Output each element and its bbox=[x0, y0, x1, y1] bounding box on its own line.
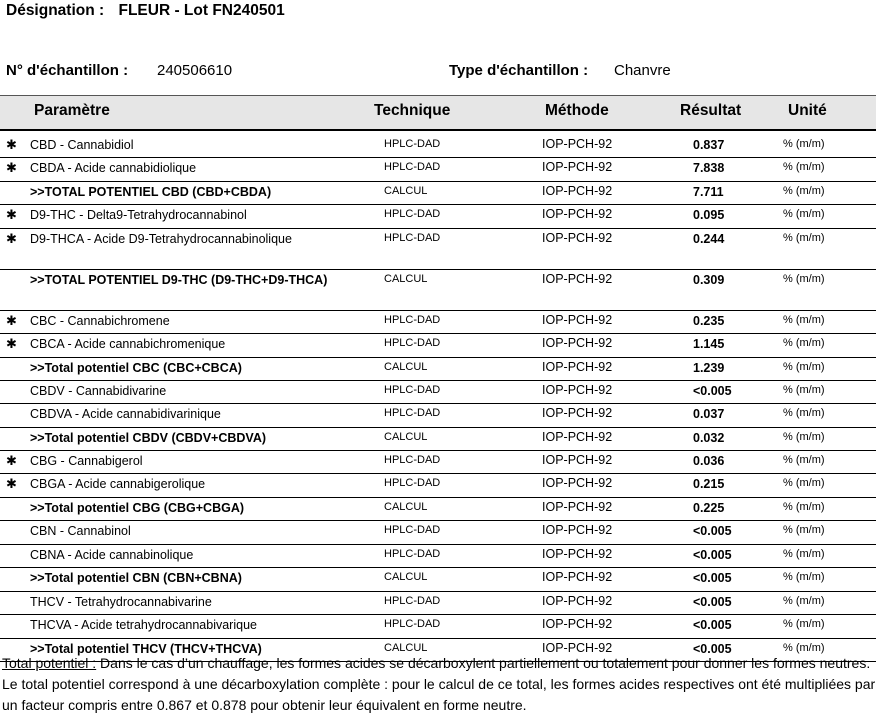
parameter-cell: CBD - Cannabidiol bbox=[30, 138, 134, 152]
unit-cell: % (m/m) bbox=[783, 501, 825, 513]
technique-cell: HPLC-DAD bbox=[384, 384, 441, 396]
table-row bbox=[0, 358, 876, 381]
technique-cell: HPLC-DAD bbox=[384, 407, 441, 419]
method-cell: IOP-PCH-92 bbox=[542, 523, 613, 537]
table-header bbox=[0, 95, 876, 130]
result-cell: 0.244 bbox=[693, 232, 725, 246]
method-cell: IOP-PCH-92 bbox=[542, 570, 613, 584]
technique-cell: HPLC-DAD bbox=[384, 314, 441, 326]
row-marker-icon: ✱ bbox=[6, 231, 17, 246]
method-cell: IOP-PCH-92 bbox=[542, 231, 613, 245]
method-cell: IOP-PCH-92 bbox=[542, 160, 613, 174]
technique-cell: CALCUL bbox=[384, 571, 428, 583]
table-row bbox=[0, 404, 876, 428]
method-cell: IOP-PCH-92 bbox=[542, 336, 613, 350]
header-technique: Technique bbox=[374, 102, 451, 119]
result-cell: 0.032 bbox=[693, 431, 725, 445]
method-cell: IOP-PCH-92 bbox=[542, 207, 613, 221]
result-cell: 0.095 bbox=[693, 208, 725, 222]
method-cell: IOP-PCH-92 bbox=[542, 383, 613, 397]
footnote bbox=[2, 653, 876, 716]
result-cell: 0.309 bbox=[693, 273, 725, 287]
unit-cell: % (m/m) bbox=[783, 642, 825, 654]
footnote-text: Dans le cas d’un chauffage, les formes acides se décarboxylent partiellement ou totalement pour donner les formes neutres. Le total potentiel correspond à une décarboxylation complète : pour le calcul de ce total, les formes acides respectives ont été multipliées par un facteur compris entre 0.867 et 0.878 pour obtenir leur équivalent en forme neutre. bbox=[2, 655, 876, 713]
table-row bbox=[0, 451, 876, 474]
parameter-cell: >>Total potentiel CBC (CBC+CBCA) bbox=[30, 361, 242, 375]
result-cell: 0.037 bbox=[693, 407, 725, 421]
technique-cell: CALCUL bbox=[384, 642, 428, 654]
parameter-cell: D9-THC - Delta9-Tetrahydrocannabinol bbox=[30, 208, 247, 222]
result-cell: 0.036 bbox=[693, 454, 725, 468]
result-cell: 1.145 bbox=[693, 337, 725, 351]
method-cell: IOP-PCH-92 bbox=[542, 406, 613, 420]
designation-label: Désignation : bbox=[6, 2, 105, 19]
table-row bbox=[0, 135, 876, 158]
table-row bbox=[0, 381, 876, 404]
unit-cell: % (m/m) bbox=[783, 618, 825, 630]
table-row bbox=[0, 428, 876, 451]
result-cell: <0.005 bbox=[693, 524, 732, 538]
table-row bbox=[0, 270, 876, 311]
unit-cell: % (m/m) bbox=[783, 138, 825, 150]
result-cell: 0.837 bbox=[693, 138, 725, 152]
sample-type-label: Type d'échantillon : bbox=[449, 62, 589, 79]
unit-cell: % (m/m) bbox=[783, 185, 825, 197]
header-method: Méthode bbox=[545, 102, 609, 119]
technique-cell: CALCUL bbox=[384, 431, 428, 443]
designation-value: FLEUR - Lot FN240501 bbox=[118, 2, 285, 19]
unit-cell: % (m/m) bbox=[783, 524, 825, 536]
row-marker-icon: ✱ bbox=[6, 453, 17, 468]
parameter-cell: CBCA - Acide cannabichromenique bbox=[30, 337, 226, 351]
method-cell: IOP-PCH-92 bbox=[542, 272, 613, 286]
unit-cell: % (m/m) bbox=[783, 595, 825, 607]
unit-cell: % (m/m) bbox=[783, 548, 825, 560]
header-divider bbox=[0, 129, 876, 131]
technique-cell: HPLC-DAD bbox=[384, 524, 441, 536]
table-row bbox=[0, 521, 876, 545]
unit-cell: % (m/m) bbox=[783, 208, 825, 220]
technique-cell: HPLC-DAD bbox=[384, 548, 441, 560]
method-cell: IOP-PCH-92 bbox=[542, 617, 613, 631]
technique-cell: HPLC-DAD bbox=[384, 232, 441, 244]
table-row bbox=[0, 568, 876, 592]
technique-cell: HPLC-DAD bbox=[384, 454, 441, 466]
parameter-cell: D9-THCA - Acide D9-Tetrahydrocannabinolique bbox=[30, 232, 292, 246]
unit-cell: % (m/m) bbox=[783, 161, 825, 173]
method-cell: IOP-PCH-92 bbox=[542, 137, 613, 151]
table-row bbox=[0, 158, 876, 182]
method-cell: IOP-PCH-92 bbox=[542, 313, 613, 327]
table-row bbox=[0, 498, 876, 521]
sample-number-value: 240506610 bbox=[157, 62, 233, 79]
parameter-cell: >>Total potentiel CBDV (CBDV+CBDVA) bbox=[30, 431, 267, 445]
unit-cell: % (m/m) bbox=[783, 431, 825, 443]
unit-cell: % (m/m) bbox=[783, 384, 825, 396]
parameter-cell: CBNA - Acide cannabinolique bbox=[30, 548, 194, 562]
result-cell: <0.005 bbox=[693, 548, 732, 562]
result-cell: 0.235 bbox=[693, 314, 725, 328]
table-row bbox=[0, 311, 876, 334]
technique-cell: HPLC-DAD bbox=[384, 477, 441, 489]
unit-cell: % (m/m) bbox=[783, 407, 825, 419]
result-cell: 1.239 bbox=[693, 361, 725, 375]
parameter-cell: CBDV - Cannabidivarine bbox=[30, 384, 167, 398]
method-cell: IOP-PCH-92 bbox=[542, 547, 613, 561]
row-marker-icon: ✱ bbox=[6, 313, 17, 328]
footnote-label: Total potentiel : bbox=[2, 655, 97, 671]
header-unit: Unité bbox=[788, 102, 827, 119]
sample-type-value: Chanvre bbox=[614, 62, 671, 79]
table-row bbox=[0, 182, 876, 205]
technique-cell: CALCUL bbox=[384, 273, 428, 285]
result-cell: <0.005 bbox=[693, 618, 732, 632]
table-row bbox=[0, 592, 876, 615]
table-row bbox=[0, 545, 876, 568]
method-cell: IOP-PCH-92 bbox=[542, 476, 613, 490]
parameter-cell: CBDVA - Acide cannabidivarinique bbox=[30, 407, 221, 421]
table-row bbox=[0, 205, 876, 229]
designation bbox=[6, 2, 285, 20]
method-cell: IOP-PCH-92 bbox=[542, 594, 613, 608]
unit-cell: % (m/m) bbox=[783, 314, 825, 326]
table-row bbox=[0, 474, 876, 498]
table-row bbox=[0, 229, 876, 270]
row-marker-icon: ✱ bbox=[6, 137, 17, 152]
technique-cell: CALCUL bbox=[384, 361, 428, 373]
result-cell: <0.005 bbox=[693, 571, 732, 585]
result-cell: 0.215 bbox=[693, 477, 725, 491]
sample-number-label: N° d'échantillon : bbox=[6, 62, 129, 79]
result-cell: 7.838 bbox=[693, 161, 725, 175]
unit-cell: % (m/m) bbox=[783, 232, 825, 244]
sample-info bbox=[0, 62, 878, 82]
technique-cell: CALCUL bbox=[384, 185, 428, 197]
technique-cell: HPLC-DAD bbox=[384, 595, 441, 607]
unit-cell: % (m/m) bbox=[783, 454, 825, 466]
result-cell: <0.005 bbox=[693, 642, 732, 656]
technique-cell: HPLC-DAD bbox=[384, 208, 441, 220]
unit-cell: % (m/m) bbox=[783, 477, 825, 489]
method-cell: IOP-PCH-92 bbox=[542, 641, 613, 655]
table-row bbox=[0, 615, 876, 639]
parameter-cell: CBC - Cannabichromene bbox=[30, 314, 170, 328]
method-cell: IOP-PCH-92 bbox=[542, 430, 613, 444]
method-cell: IOP-PCH-92 bbox=[542, 184, 613, 198]
result-cell: 7.711 bbox=[693, 185, 724, 199]
method-cell: IOP-PCH-92 bbox=[542, 500, 613, 514]
parameter-cell: >>TOTAL POTENTIEL CBD (CBD+CBDA) bbox=[30, 185, 272, 199]
parameter-cell: CBDA - Acide cannabidiolique bbox=[30, 161, 197, 175]
result-cell: 0.225 bbox=[693, 501, 725, 515]
technique-cell: HPLC-DAD bbox=[384, 337, 441, 349]
parameter-cell: CBN - Cannabinol bbox=[30, 524, 131, 538]
parameter-cell: >>Total potentiel CBN (CBN+CBNA) bbox=[30, 571, 242, 585]
header-result: Résultat bbox=[680, 102, 742, 119]
unit-cell: % (m/m) bbox=[783, 571, 825, 583]
technique-cell: HPLC-DAD bbox=[384, 618, 441, 630]
row-marker-icon: ✱ bbox=[6, 160, 17, 175]
result-cell: <0.005 bbox=[693, 595, 732, 609]
parameter-cell: >>Total potentiel THCV (THCV+THCVA) bbox=[30, 642, 262, 656]
parameter-cell: >>TOTAL POTENTIEL D9-THC (D9-THC+D9-THCA) bbox=[30, 273, 328, 287]
unit-cell: % (m/m) bbox=[783, 361, 825, 373]
table-row bbox=[0, 334, 876, 358]
header-parameter: Paramètre bbox=[34, 102, 110, 119]
unit-cell: % (m/m) bbox=[783, 273, 825, 285]
results-table-body bbox=[0, 135, 876, 662]
parameter-cell: CBGA - Acide cannabigerolique bbox=[30, 477, 206, 491]
parameter-cell: >>Total potentiel CBG (CBG+CBGA) bbox=[30, 501, 245, 515]
row-marker-icon: ✱ bbox=[6, 476, 17, 491]
unit-cell: % (m/m) bbox=[783, 337, 825, 349]
row-marker-icon: ✱ bbox=[6, 207, 17, 222]
parameter-cell: THCVA - Acide tetrahydrocannabivarique bbox=[30, 618, 257, 632]
method-cell: IOP-PCH-92 bbox=[542, 360, 613, 374]
technique-cell: CALCUL bbox=[384, 501, 428, 513]
result-cell: <0.005 bbox=[693, 384, 732, 398]
row-marker-icon: ✱ bbox=[6, 336, 17, 351]
parameter-cell: THCV - Tetrahydrocannabivarine bbox=[30, 595, 212, 609]
method-cell: IOP-PCH-92 bbox=[542, 453, 613, 467]
technique-cell: HPLC-DAD bbox=[384, 161, 441, 173]
technique-cell: HPLC-DAD bbox=[384, 138, 441, 150]
parameter-cell: CBG - Cannabigerol bbox=[30, 454, 143, 468]
